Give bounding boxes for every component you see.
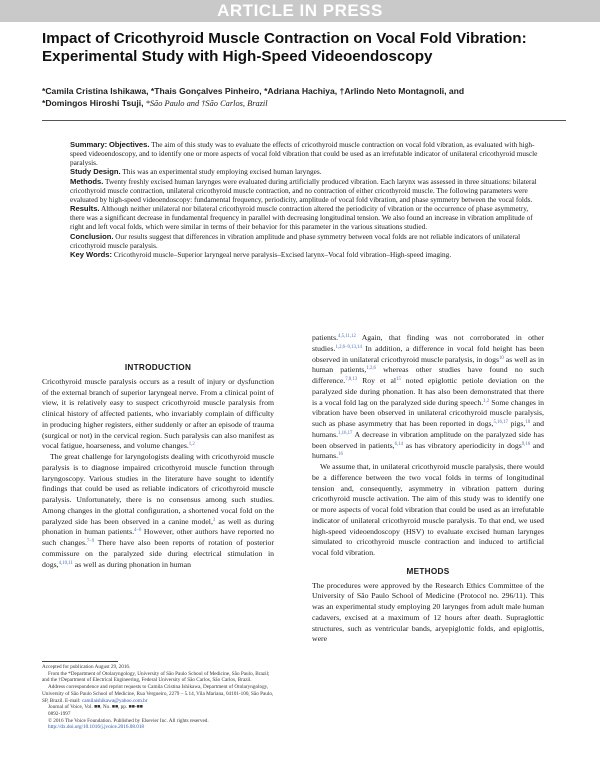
summary-label: Summary: — [70, 140, 108, 149]
abstract-methods — [70, 177, 540, 204]
body-text: A decrease in vibration amplitude on the paralyzed side has been observed in patients, — [312, 429, 544, 450]
body-text: as has vibratory aperiodicity in dogs — [403, 440, 522, 450]
correspondence-note — [42, 684, 278, 704]
footnote-divider — [42, 661, 118, 662]
journal-info: Journal of Voice, Vol. ■■, No. ■■, pp. ■■-■■ — [48, 704, 143, 711]
intro-paragraph-1 — [42, 377, 274, 452]
citation-ref[interactable]: 4,10,11 — [58, 560, 73, 566]
article-in-press-banner: ARTICLE IN PRESS — [0, 0, 600, 22]
left-column — [42, 363, 274, 570]
article-title: Impact of Cricothyroid Muscle Contraction on Vocal Fold Vibration: Experimental Study with High-Speed Videoendoscopy — [42, 30, 527, 65]
citation-ref[interactable]: 10 — [499, 355, 504, 361]
intro-p1-text: Cricothyroid muscle paralysis occurs as a result of injury or dysfunction of the external branch of superior laryngeal nerve. From a clinical point of view, it is relatively easy to suspect cricothyroid muscle paralysis from clinical history of affected patients, who invariably complain of difficulty in producing higher registers, either suddenly or after an episode of trauma (surgical or not) in the cervical region. Such paralysis can also manifest as vocal fatigue, hoarseness, and volume changes. — [42, 376, 274, 451]
body-text: patients. — [312, 333, 339, 342]
citation-ref[interactable]: 1,2 — [483, 398, 490, 404]
citation-ref[interactable]: 9,16 — [521, 441, 531, 447]
body-text: and humans. — [312, 419, 544, 439]
conclusion-text: Our results suggest that differences in vibration amplitude and phase symmetry between vocal folds are not reliable indicators of unilateral cricothyroid muscle paralysis. — [70, 231, 521, 250]
intro-p2-text-d: There have also been reports of rotation of posterior commissure on the paralyzed side during electrical stimulation in dogs, — [42, 538, 274, 569]
abstract-results — [70, 204, 540, 231]
title-divider — [42, 120, 566, 121]
keywords-text: Cricothyroid muscle–Superior laryngeal nerve paralysis–Excised larynx–Vocal fold vibration–High-speed imaging. — [112, 249, 452, 259]
body-text: In addition, a difference in vocal fold height has been observed in unilateral cricothyroid muscle paralysis, in dogs — [312, 343, 544, 364]
keywords-label: Key Words: — [70, 249, 113, 259]
body-text: and humans. — [312, 440, 544, 461]
body-text: Some changes in vibration have been observed in unilateral cricothyroid muscle paralysis, such as phase asymmetry that has been reported in dogs, — [312, 397, 544, 428]
author-name-tsuji: *Domingos Hiroshi Tsuji, — [42, 97, 144, 108]
issn: 0892-1997 — [48, 710, 71, 717]
citation-ref[interactable]: 7,8,13 — [345, 377, 358, 382]
author-affiliation: *São Paulo and †São Carlos, Brazil — [143, 98, 268, 108]
conclusion-label: Conclusion. — [70, 231, 114, 241]
abstract-design — [70, 167, 540, 176]
citation-ref[interactable]: 1,2,6 — [366, 366, 376, 372]
intro-p2-text-a: The great challenge for laryngologists dealing with cricothyroid muscle paralysis is to diagnose impaired cricothyroid muscle function through laryngoscopy. Various studies in the literature have sought to identify findings that could be used as reliable indicators of cricothyroid muscle paralysis. Unfortunately, there is no consensus among such studies. Among changes in the glottal configuration, a shortened vocal fold on the paralyzed side has been observed in a canine model, — [42, 452, 274, 526]
citation-ref[interactable]: 7–9 — [86, 539, 95, 544]
methods-paragraph: The procedures were approved by the Research Ethics Committee of the University of São Paulo School of Medicine (Protocol no. 296/11). This was an experimental study employing 20 larynges from adult male human cadavers, excised at a maximum of 12 hours after death. Supraglottic structures, such as ventricular bands, aryepiglottic folds, and epiglottis, were — [312, 580, 544, 644]
email-link[interactable]: camilaishikawa@yahoo.com.br — [81, 697, 148, 704]
body-text: Roy et al — [357, 376, 397, 385]
copyright: © 2016 The Voice Foundation. Published by Elsevier Inc. All rights reserved. — [48, 717, 209, 724]
citation-ref[interactable]: 5,16,17 — [493, 420, 508, 425]
intro-p2-text-c: However, other authors have reported no such changes. — [42, 527, 274, 547]
intro-p2-text-e: as well as during phonation in human — [72, 559, 191, 569]
design-text: This was an experimental study employing excised human larynges. — [120, 167, 322, 177]
citation-ref[interactable]: 18 — [525, 420, 531, 425]
right-paragraph-2: We assume that, in unilateral cricothyroid muscle paralysis, there would be a difference between the two vocal folds in terms of longitudinal tension and, consequently, asymmetry in vibration pattern during cricothyroid muscle activation. The aim of this study was to identify one or more aspects of vocal fold vibration that could be used as an irrefutable indicator of unilateral cricothyroid muscle paralysis. To that end, we used high-speed videoendoscopy (HSV) to evaluate excised human larynges simulated to cricothyroid muscle contraction and induced to artificial vocal fold vibration. — [312, 462, 544, 557]
citation-ref[interactable]: 6,14 — [394, 441, 404, 447]
citation-ref[interactable]: 1,2,6–9,13,14 — [335, 344, 362, 350]
author-list — [42, 86, 562, 109]
author-line-1: *Camila Cristina Ishikawa, *Thais Gonçalves Pinheiro, *Adriana Hachiya, †Arlindo Neto Montagnoli, and — [42, 86, 465, 96]
results-label: Results. — [70, 204, 100, 214]
body-text: Again, that finding was not corroborated in other studies. — [312, 333, 544, 353]
citation-ref[interactable]: 1,16,17 — [338, 430, 353, 436]
accepted-date: Accepted for publication August 29, 2016. — [42, 664, 131, 670]
abstract-conclusion — [70, 232, 540, 250]
footnotes — [42, 664, 278, 731]
right-column — [312, 333, 544, 645]
body-text: noted epiglottic petiole deviation on the paralyzed side during phonation. It has also been demonstrated that there is a vocal fold lag on the paralyzed side during speech. — [312, 376, 544, 407]
objectives-label: Objectives. — [108, 140, 150, 149]
abstract-keywords — [70, 250, 540, 259]
body-text: whereas other studies have found no such difference. — [312, 365, 544, 385]
introduction-heading: INTRODUCTION — [124, 363, 192, 372]
results-text: Although neither unilateral nor bilateral cricothyroid muscle contraction altered the periodicity of vibration or the occurrence of phase asymmetry, there was a significant decrease in fundamental frequency in parallel with decreasing longitudinal tension. We also found an increase in vibration amplitude of right and left vocal folds, which were similar in terms of their behavior for this parameter in the various situations studied. — [70, 204, 533, 232]
author-line-2 — [42, 98, 562, 110]
methods-heading: METHODS — [406, 566, 450, 576]
intro-paragraph-2 — [42, 452, 274, 570]
methods-label: Methods. — [70, 176, 104, 186]
citation-ref[interactable]: 1,2 — [188, 442, 195, 448]
doi-link[interactable]: http://dx.doi.org/10.1016/j.jvoice.2016.08.018 — [48, 724, 145, 731]
citation-ref[interactable]: 16 — [338, 452, 343, 458]
abstract-objectives — [70, 140, 540, 167]
methods-text: Twenty freshly excised human larynges were evaluated during artificially produced vibration. Each larynx was assessed in three situations: bilateral cricothyroid muscle contraction, unilateral cricothyroid muscle contraction, and no contraction of either cricothyroid muscle. The following parameters were evaluated by high-speed videoendoscopy: fundamental frequency, periodicity, amplitude of vocal fold vibration, and phase symmetry between the vocal folds. — [70, 176, 537, 204]
design-label: Study Design. — [70, 167, 121, 177]
objectives-text: The aim of this study was to evaluate the effects of cricothyroid muscle contraction on vocal fold vibration, as evaluated with high-speed videoendoscopy, and to identify one or more aspects of vocal fold vibration that could be used as an irrefutable indicator of unilateral cricothyroid muscle paralysis. — [70, 140, 538, 168]
citation-ref[interactable]: 4,5,11,12 — [338, 334, 356, 339]
right-paragraph-1 — [312, 333, 544, 462]
intro-p2-text-b: as well as during phonation in human patients. — [42, 516, 274, 537]
citation-ref[interactable]: 3 — [212, 517, 216, 523]
citation-ref[interactable]: 15 — [396, 377, 401, 382]
citation-ref[interactable]: 4–6 — [134, 528, 142, 534]
abstract — [70, 140, 540, 259]
affiliation-note: From the *Department of Otolaryngology, University of São Paulo School of Medicine, São Paulo, Brazil; and the †Department of Electrical Engineering, Federal University of São Carlos, São Carlos, Brazil. — [42, 670, 270, 684]
body-text: as well as in human patients, — [312, 354, 544, 375]
correspondence-text: Address correspondence and reprint requests to Camila Cristina Ishikawa, Department of Otolaryngology, University of São Paulo School of Medicine, Rua Vergueiro, 2279 – 5.14, Vila Mariana, 04101-100, São Paulo, SP, Brazil. E-mail: — [42, 684, 274, 704]
body-text: pigs, — [507, 419, 526, 428]
